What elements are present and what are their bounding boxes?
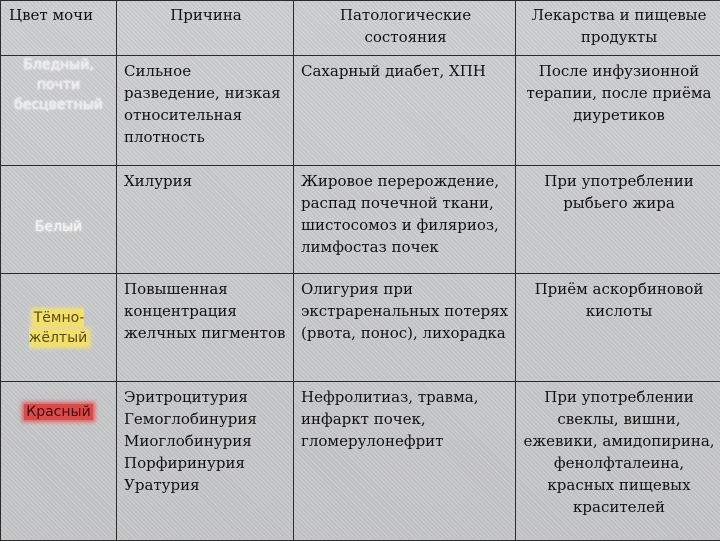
drugs-cell: Приём аскорбиновой кислоты xyxy=(516,274,720,382)
cause-cell: Хилурия xyxy=(117,166,294,274)
cause-cell: Эритроцитурия Гемоглобинурия Миоглобинурия Порфиринурия Уратурия xyxy=(117,382,294,541)
cause-cell: Сильное разведение, низкая относительная плотность xyxy=(117,56,294,166)
header-conditions: Патологические состояния xyxy=(294,1,516,56)
conditions-cell: Нефролитиаз, травма, инфаркт почек, гломерулонефрит xyxy=(294,382,516,541)
table-row xyxy=(1,382,720,541)
table-row xyxy=(1,166,720,274)
conditions-cell: Жировое перерождение, распад почечной ткани, шистосомоз и филяриоз, лимфостаз почек xyxy=(294,166,516,274)
header-urine-color: Цвет мочи xyxy=(1,1,117,56)
color-label-white: Белый xyxy=(35,219,82,235)
color-label-red: Красный xyxy=(24,404,92,420)
color-label-dark-yellow: Тёмно-жёлтый xyxy=(29,310,88,346)
table-row xyxy=(1,274,720,382)
header-cause: Причина xyxy=(117,1,294,56)
drugs-cell: При употреблении свеклы, вишни, ежевики, амидопирина, фенолфталеина, красных пищевых красителей xyxy=(516,382,720,541)
color-cell-red xyxy=(1,382,117,541)
color-cell-white xyxy=(1,166,117,274)
color-label-pale: Бледный, почти бесцветный xyxy=(4,56,113,116)
color-cell-pale xyxy=(1,56,117,166)
table-header-row xyxy=(1,1,720,56)
cause-cell: Повышенная концентрация желчных пигментов xyxy=(117,274,294,382)
header-drugs-foods: Лекарства и пищевые продукты xyxy=(516,1,720,56)
table-row xyxy=(1,56,720,166)
drugs-cell: После инфузионной терапии, после приёма диуретиков xyxy=(516,56,720,166)
color-cell-dark-yellow xyxy=(1,274,117,382)
drugs-cell: При употреблении рыбьего жира xyxy=(516,166,720,274)
conditions-cell: Олигурия при экстраренальных потерях (рвота, понос), лихорадка xyxy=(294,274,516,382)
conditions-cell: Сахарный диабет, ХПН xyxy=(294,56,516,166)
